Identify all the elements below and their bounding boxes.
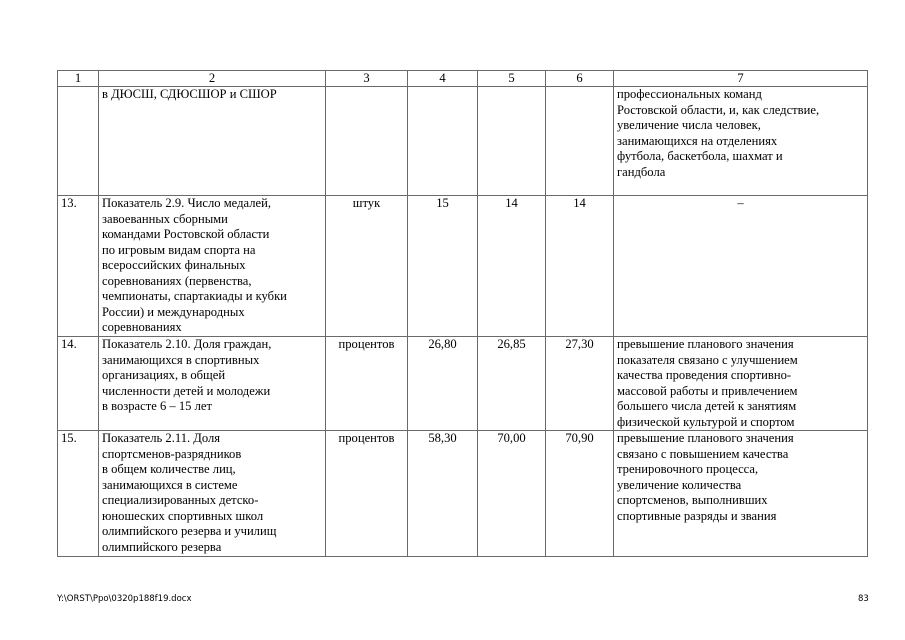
column-header: 1	[58, 71, 99, 87]
value-cell: 14	[478, 196, 546, 337]
row-number: 14.	[58, 337, 99, 431]
column-header: 4	[408, 71, 478, 87]
indicator-cell-line: Показатель 2.11. Доля	[102, 431, 221, 445]
comment-cell-line: Ростовской области, и, как следствие,	[617, 102, 820, 117]
comment-cell-line: занимающихся на отделениях	[617, 133, 778, 148]
indicator-cell-line: в общем количестве лиц,	[102, 462, 236, 476]
column-header: 3	[326, 71, 408, 87]
comment-cell	[614, 431, 868, 557]
unit-cell: процентов	[326, 431, 408, 557]
comment-cell-line: качества проведения спортивно-	[617, 368, 792, 382]
row-number	[58, 87, 99, 196]
comment-cell-line: увеличение числа человек,	[617, 118, 761, 132]
comment-cell-line: физической культурой и спортом	[617, 414, 795, 429]
value-cell: 58,30	[408, 431, 478, 557]
indicator-cell-line: организациях, в общей	[102, 368, 226, 382]
comment-cell-line: профессиональных команд	[617, 87, 762, 101]
column-header: 2	[99, 71, 326, 87]
value-cell: 27,30	[546, 337, 614, 431]
indicator-cell-line: юношеских спортивных школ	[102, 508, 264, 523]
column-header: 7	[614, 71, 868, 87]
column-header: 6	[546, 71, 614, 87]
value-cell: 26,80	[408, 337, 478, 431]
comment-cell-line: массовой работы и привлечением	[617, 383, 798, 398]
comment-cell-line: увеличение количества	[617, 477, 742, 492]
value-cell: 70,90	[546, 431, 614, 557]
indicator-cell-line: специализированных детско-	[102, 493, 259, 507]
indicator-cell-line: соревнованиях (первенства,	[102, 273, 252, 288]
comment-cell-line: связано с повышением качества	[617, 446, 789, 461]
table-row	[58, 337, 868, 431]
column-header: 5	[478, 71, 546, 87]
indicator-cell	[99, 196, 326, 337]
indicator-cell-line: Показатель 2.9. Число медалей,	[102, 196, 271, 210]
indicator-cell-line: всероссийских финальных	[102, 258, 246, 272]
indicator-cell-line: завоеванных сборными	[102, 211, 228, 226]
value-cell	[408, 87, 478, 196]
row-number: 15.	[58, 431, 99, 557]
value-cell: 26,85	[478, 337, 546, 431]
indicator-cell-line: спортсменов-разрядников	[102, 446, 242, 461]
comment-cell-line: футбола, баскетбола, шахмат и	[617, 149, 783, 163]
value-cell: 70,00	[478, 431, 546, 557]
value-cell	[478, 87, 546, 196]
report-table	[57, 70, 868, 557]
indicator-cell-line: занимающихся в спортивных	[102, 352, 260, 367]
indicator-cell-line: по игровым видам спорта на	[102, 242, 256, 257]
table-header-row	[58, 71, 868, 87]
indicator-cell-line: чемпионаты, спартакиады и кубки	[102, 289, 287, 303]
value-cell: 15	[408, 196, 478, 337]
indicator-cell-line: олимпийского резерва и училищ	[102, 524, 277, 538]
comment-cell-line: спортивные разряды и звания	[617, 508, 777, 523]
indicator-cell-line: в возрасте 6 – 15 лет	[102, 399, 212, 413]
comment-cell-line: превышение планового значения	[617, 431, 794, 445]
footer-file-path: Y:\ORST\Ppo\0320p188f19.docx	[57, 594, 192, 604]
comment-cell	[614, 87, 868, 196]
indicator-cell	[99, 431, 326, 557]
table-row	[58, 431, 868, 557]
indicator-cell-line: Показатель 2.10. Доля граждан,	[102, 337, 272, 351]
comment-cell-line: показателя связано с улучшением	[617, 352, 798, 367]
row-number: 13.	[58, 196, 99, 337]
indicator-cell-line: олимпийского резерва	[102, 539, 222, 554]
indicator-cell-line: численности детей и молодежи	[102, 383, 271, 398]
indicator-cell	[99, 87, 326, 196]
indicator-cell-line: в ДЮСШ, СДЮСШОР и СШОР	[102, 87, 277, 101]
comment-cell	[614, 196, 868, 337]
indicator-cell-line: занимающихся в системе	[102, 477, 238, 492]
comment-cell-line: гандбола	[617, 164, 666, 179]
indicator-cell-line: России) и международных	[102, 304, 245, 319]
unit-cell	[326, 87, 408, 196]
unit-cell: штук	[326, 196, 408, 337]
comment-cell-line: –	[737, 196, 744, 210]
indicator-cell	[99, 337, 326, 431]
unit-cell: процентов	[326, 337, 408, 431]
comment-cell-line: большего числа детей к занятиям	[617, 399, 797, 413]
comment-cell-line: тренировочного процесса,	[617, 462, 759, 476]
table-row	[58, 196, 868, 337]
comment-cell-line: спортсменов, выполнивших	[617, 493, 768, 507]
value-cell: 14	[546, 196, 614, 337]
table-row	[58, 87, 868, 196]
indicator-cell-line: соревнованиях	[102, 320, 182, 334]
indicator-cell-line: командами Ростовской области	[102, 227, 270, 241]
footer-page-number: 83	[858, 594, 869, 604]
value-cell	[546, 87, 614, 196]
comment-cell	[614, 337, 868, 431]
comment-cell-line: превышение планового значения	[617, 337, 794, 351]
